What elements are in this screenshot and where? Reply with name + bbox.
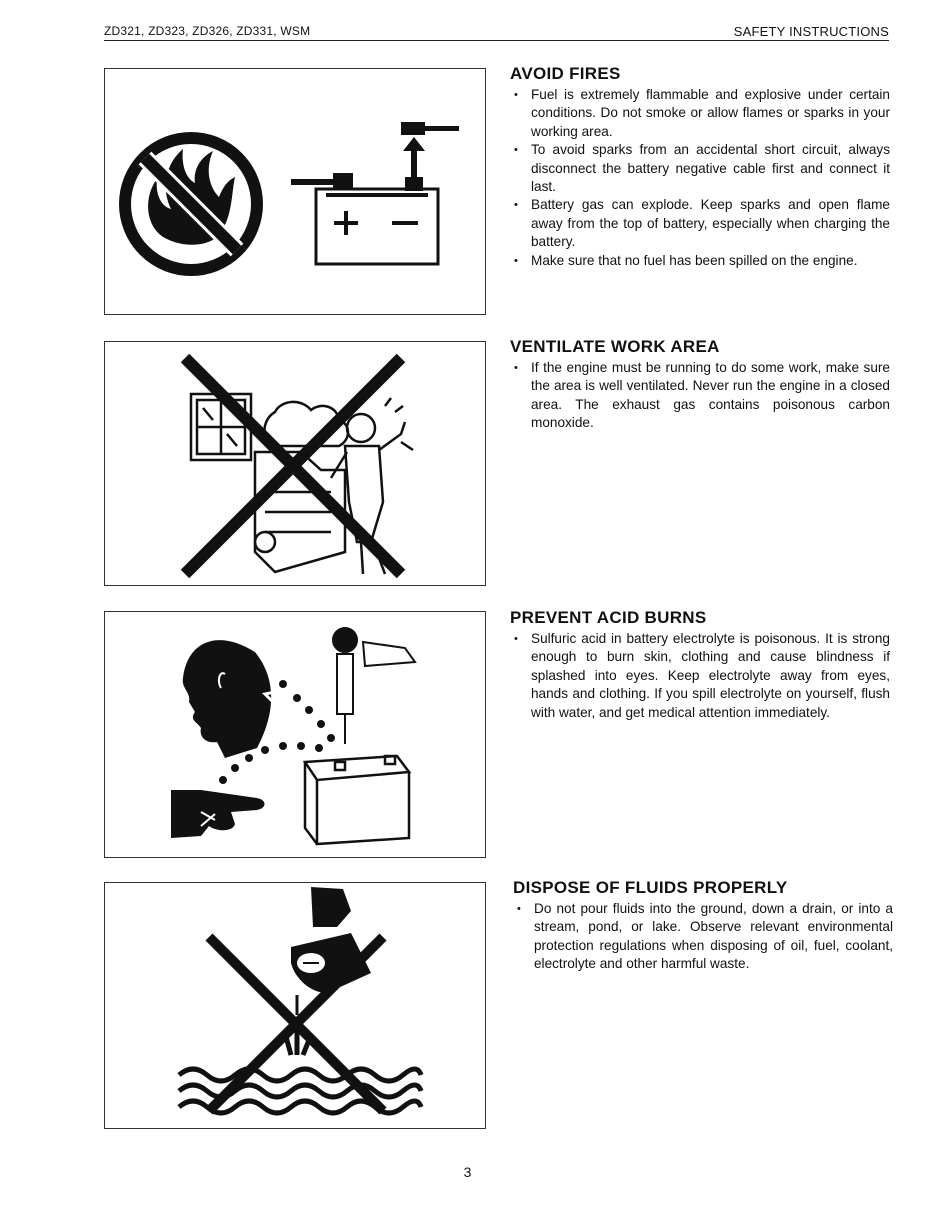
header-models: ZD321, ZD323, ZD326, ZD331, WSM bbox=[104, 24, 311, 38]
hand-dropper-icon bbox=[333, 628, 415, 744]
bullet-list bbox=[513, 900, 893, 974]
head-silhouette-icon bbox=[183, 640, 275, 758]
acid-burns-illustration bbox=[104, 611, 486, 858]
battery-icon bbox=[305, 756, 409, 844]
list-item: • Do not pour fluids into the ground, down a drain, or into a stream, pond, or lake. Observe relevant environmental protection regulations when disposing of oil, fuel, coolant, electrolyte and other harmful waste. bbox=[513, 900, 893, 974]
list-item: • Battery gas can explode. Keep sparks and open flame away from the top of battery, especially when charging the battery. bbox=[510, 196, 890, 251]
closed-room-engine-graphic bbox=[105, 342, 485, 585]
list-item: • If the engine must be running to do some work, make sure the area is well ventilated. Never run the engine in a closed area. The exhaust gas contains poisonous carbon monoxide. bbox=[510, 359, 890, 433]
header-rule bbox=[104, 40, 889, 41]
section-avoid-fires bbox=[510, 64, 890, 270]
battery-icon bbox=[291, 122, 459, 264]
list-item: • Sulfuric acid in battery electrolyte is poisonous. It is strong enough to burn skin, clothing and cause blindness if splashed into eyes. Keep electrolyte away from eyes, hands and clothing. If you spill electrolyte on yourself, flush with water, and get medical attention immediately. bbox=[510, 630, 890, 722]
header-section-title: SAFETY INSTRUCTIONS bbox=[733, 24, 889, 39]
section-title: AVOID FIRES bbox=[510, 64, 621, 83]
section-title: PREVENT ACID BURNS bbox=[510, 608, 707, 627]
prohibition-cross-icon bbox=[185, 358, 401, 574]
list-item: • Make sure that no fuel has been spilled on the engine. bbox=[510, 252, 890, 270]
dispose-fluids-illustration bbox=[104, 882, 486, 1129]
no-flame-icon bbox=[125, 138, 257, 270]
list-item: • Fuel is extremely flammable and explosive under certain conditions. Do not smoke or allow flames or sparks in your working area. bbox=[510, 86, 890, 141]
no-flame-battery-graphic bbox=[105, 69, 485, 314]
pointing-hand-icon bbox=[171, 790, 265, 838]
section-dispose-of-fluids bbox=[513, 878, 893, 974]
section-ventilate-work-area bbox=[510, 337, 890, 433]
ventilate-illustration bbox=[104, 341, 486, 586]
section-prevent-acid-burns bbox=[510, 608, 890, 722]
window-icon bbox=[191, 394, 251, 460]
acid-splash-graphic bbox=[105, 612, 485, 857]
list-item: • To avoid sparks from an accidental short circuit, always disconnect the battery negative cable first and connect it last. bbox=[510, 141, 890, 196]
bullet-list bbox=[510, 359, 890, 433]
pouring-into-water-graphic bbox=[105, 883, 485, 1128]
bullet-list bbox=[510, 630, 890, 722]
section-title: DISPOSE OF FLUIDS PROPERLY bbox=[513, 878, 788, 897]
avoid-fires-illustration bbox=[104, 68, 486, 315]
bullet-list bbox=[510, 86, 890, 270]
section-title: VENTILATE WORK AREA bbox=[510, 337, 720, 356]
page-number: 3 bbox=[463, 1164, 472, 1180]
